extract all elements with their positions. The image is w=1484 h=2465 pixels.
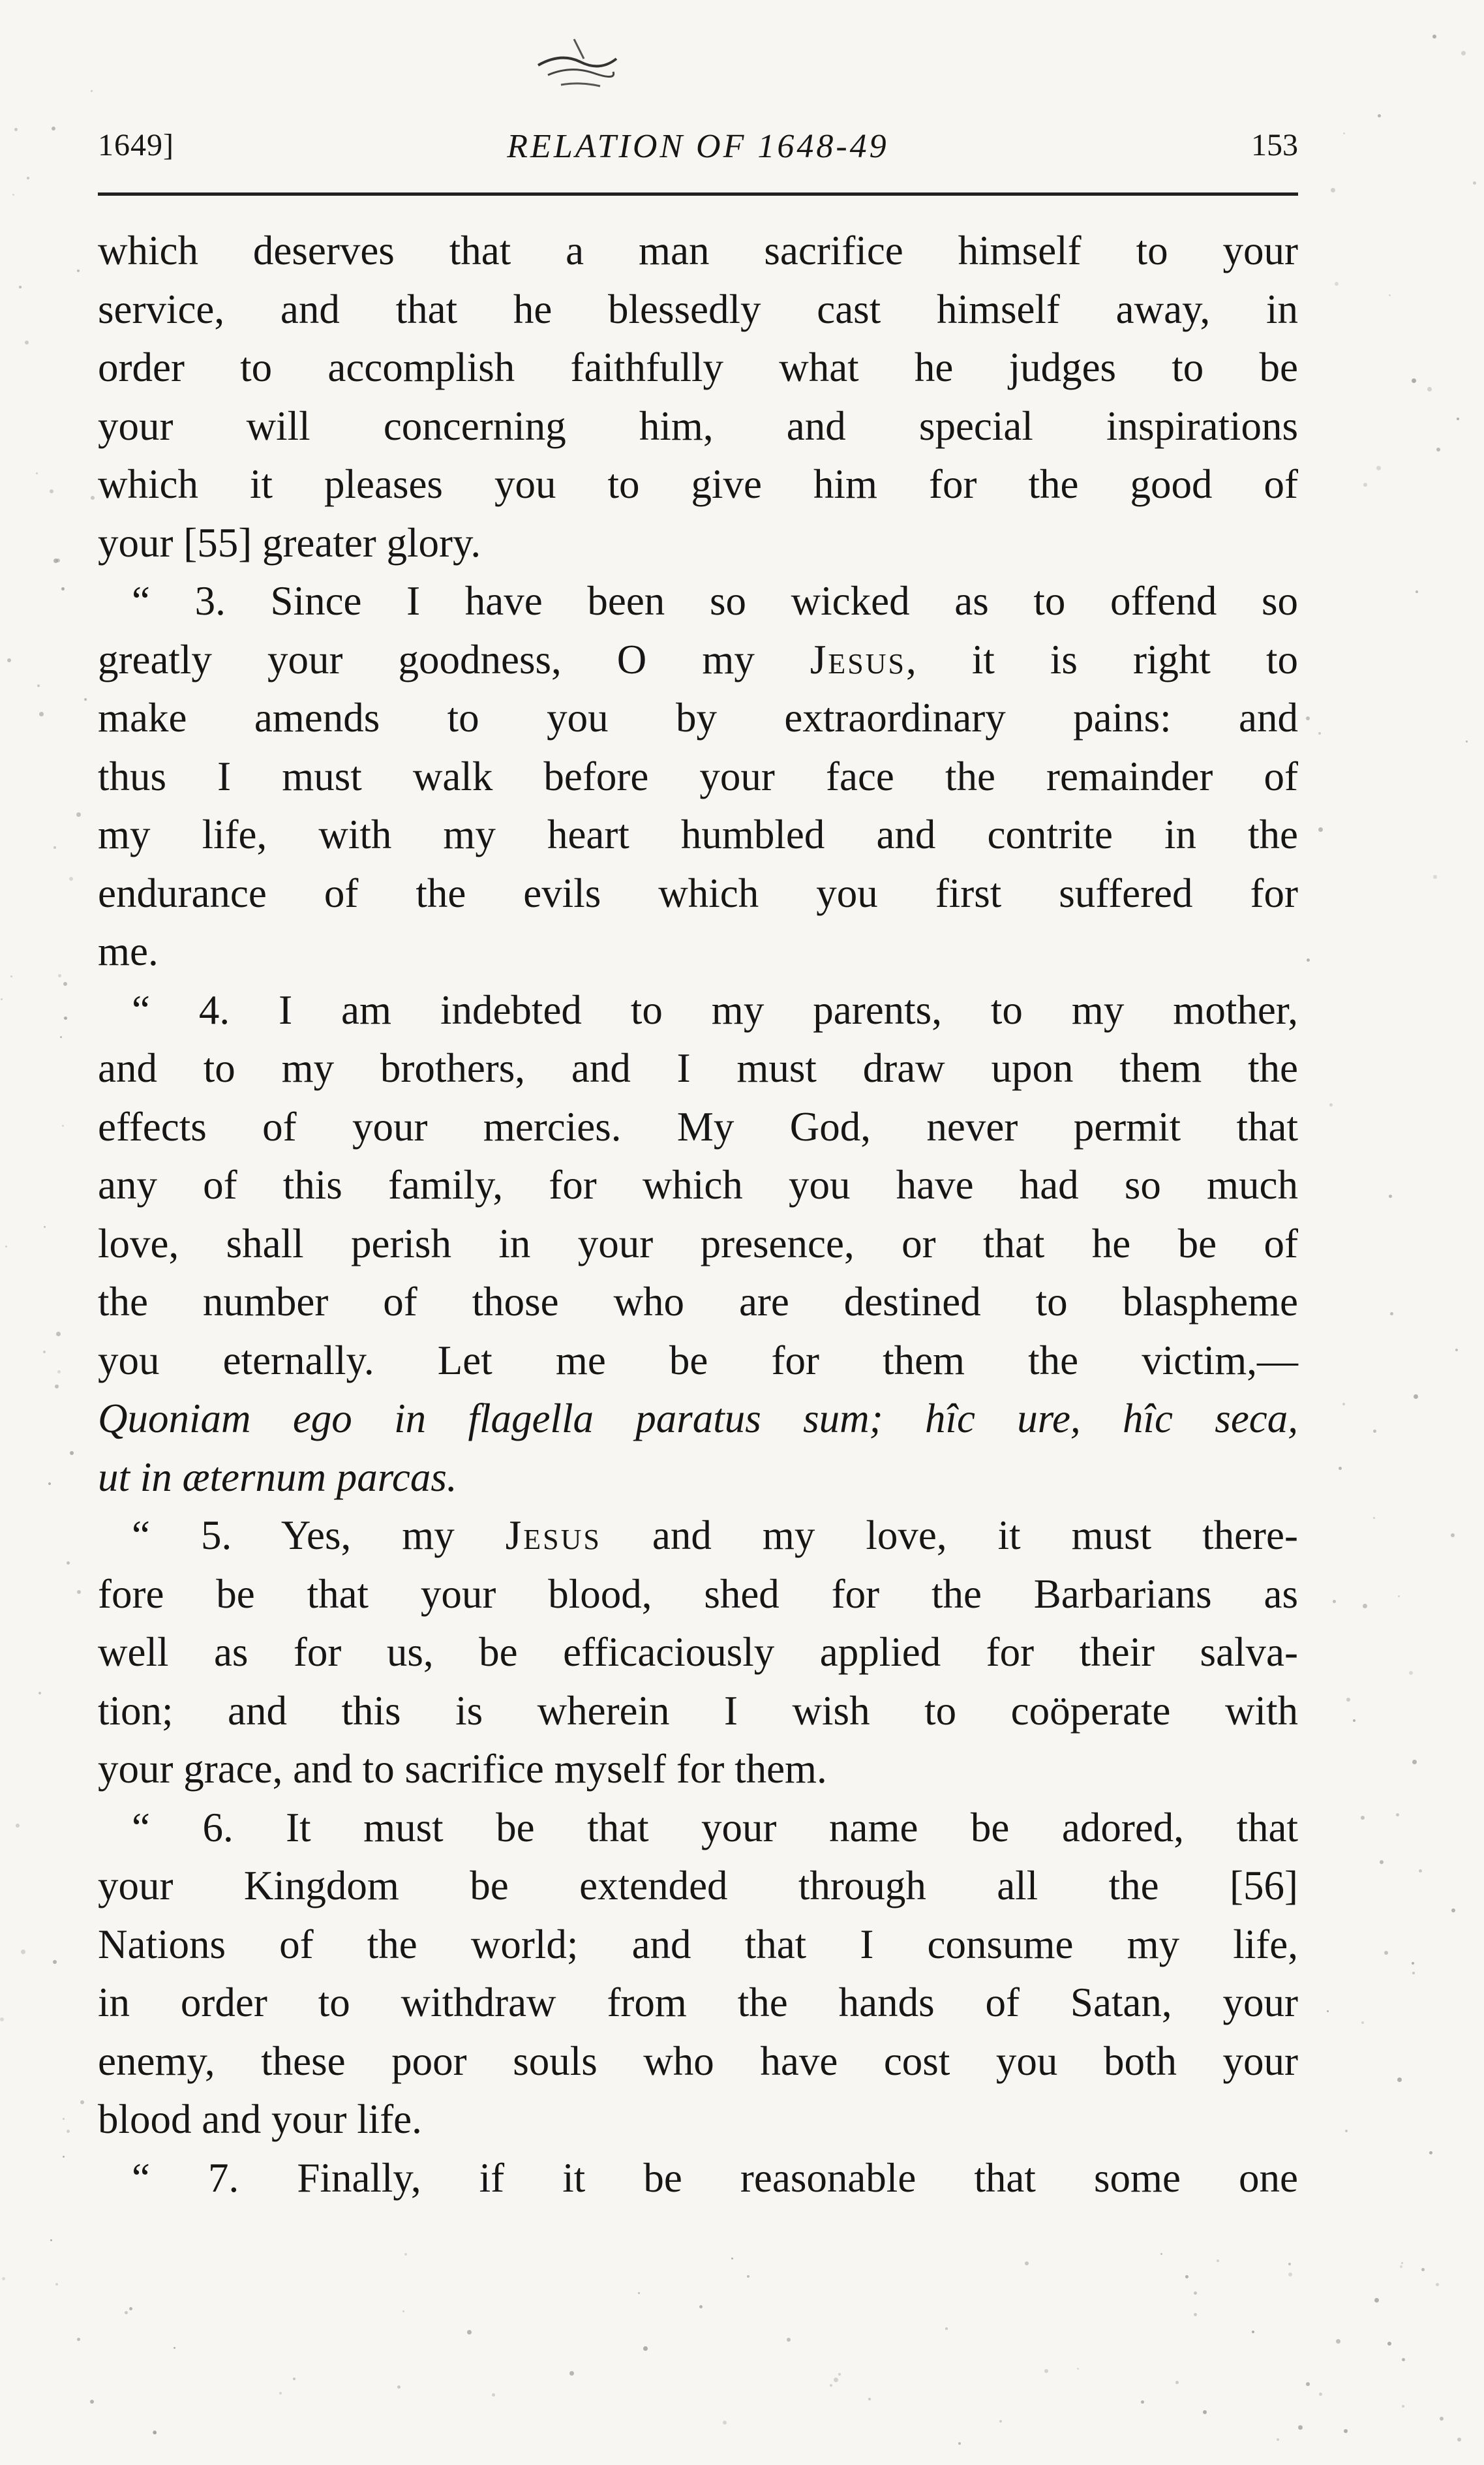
line-text: endurance of the evils which you first suffered for: [98, 870, 1298, 916]
paper-speck: [57, 1370, 61, 1373]
paper-speck: [64, 1017, 67, 1020]
paper-speck: [63, 2156, 65, 2158]
paper-speck: [53, 559, 58, 563]
paper-speck: [1440, 2417, 1444, 2421]
paper-speck: [1361, 1816, 1365, 1820]
paper-speck: [1389, 1195, 1392, 1198]
paper-speck: [1185, 2275, 1189, 2278]
paper-speck: [58, 974, 61, 977]
header-title: RELATION OF 1648-49: [507, 128, 889, 165]
paper-speck: [91, 496, 95, 500]
paper-speck: [70, 1451, 74, 1455]
paper-speck: [1398, 1595, 1400, 1597]
paper-speck: [153, 2431, 157, 2434]
name-smallcaps: Jesus: [810, 636, 907, 682]
paper-speck: [1402, 2358, 1405, 2361]
text-line: [98, 1799, 1298, 1858]
paper-speck: [0, 2017, 4, 2021]
line-text: “ 7. Finally, if it be reasonable that some one: [132, 2154, 1298, 2201]
paper-speck: [21, 1950, 25, 1954]
text-line: [98, 806, 1298, 865]
text-line: [98, 2149, 1298, 2208]
line-text: in order to withdraw from the hands of Satan, your: [98, 1980, 1298, 2025]
paper-speck: [1363, 483, 1367, 487]
paper-speck: [1397, 2077, 1402, 2082]
paper-speck: [25, 341, 29, 344]
ornament-flourish: [535, 26, 620, 98]
text-line: [98, 1390, 1298, 1448]
paper-speck: [129, 2307, 132, 2310]
paper-speck: [1419, 1869, 1422, 1873]
text-line: [98, 2090, 1298, 2149]
paper-speck: [1306, 716, 1310, 720]
paper-speck: [10, 975, 12, 977]
paper-speck: [61, 587, 65, 590]
paper-speck: [7, 658, 11, 662]
text-line: [98, 1273, 1298, 1332]
paper-speck: [1390, 1312, 1393, 1315]
paper-speck: [52, 127, 55, 130]
paper-speck: [1451, 1533, 1455, 1537]
paper-speck: [1077, 2368, 1079, 2370]
line-text: “ 4. I am indebted to my parents, to my mother,: [132, 987, 1298, 1033]
text-line: [98, 1565, 1298, 1624]
paper-speck: [1288, 2263, 1291, 2265]
paper-speck: [91, 90, 93, 92]
paper-speck: [1044, 2369, 1048, 2373]
line-text: “ 3. Since I have been so wicked as to offend so: [132, 578, 1298, 624]
text-line: [98, 397, 1298, 456]
paper-speck: [1333, 1600, 1336, 1603]
text-line: [98, 1682, 1298, 1741]
paper-speck: [36, 472, 38, 474]
line-text: which it pleases you to give him for the good of: [98, 461, 1298, 507]
paper-speck: [43, 1351, 46, 1353]
paper-speck: [1329, 1103, 1333, 1107]
text-line: [98, 572, 1298, 631]
paper-speck: [999, 2420, 1002, 2423]
paper-speck: [39, 712, 44, 716]
paper-speck: [1376, 466, 1381, 470]
paper-speck: [77, 1590, 81, 1594]
paper-speck: [1402, 2405, 1404, 2408]
text-line: [98, 1623, 1298, 1682]
paper-speck: [44, 1226, 46, 1228]
line-text: , it is right to: [906, 636, 1298, 682]
paper-speck: [1414, 1394, 1418, 1399]
paper-speck: [1436, 2283, 1439, 2286]
paper-speck: [12, 194, 14, 196]
paper-speck: [638, 2292, 640, 2294]
paper-speck: [643, 2346, 648, 2351]
paper-speck: [1427, 387, 1432, 391]
paper-speck: [1252, 2331, 1254, 2333]
paper-speck: [293, 2378, 295, 2380]
paper-speck: [1217, 2259, 1219, 2262]
text-line: [98, 689, 1298, 748]
line-text: which deserves that a man sacrifice himself to your: [98, 228, 1298, 273]
paper-speck: [77, 269, 80, 272]
paper-speck: [27, 177, 29, 179]
paper-speck: [1436, 448, 1440, 452]
text-line: [98, 748, 1298, 806]
paper-speck: [76, 812, 81, 817]
paper-speck: [38, 1692, 41, 1694]
paper-speck: [1141, 2400, 1144, 2404]
paper-speck: [1466, 741, 1468, 743]
paper-speck: [1473, 181, 1476, 185]
text-line: [98, 981, 1298, 1040]
paper-speck: [467, 2330, 472, 2335]
paper-speck: [14, 128, 18, 131]
paper-speck: [958, 2442, 961, 2445]
line-text: love, shall perish in your presence, or that he be of: [98, 1220, 1298, 1266]
paper-speck: [1412, 1962, 1414, 1965]
paper-speck: [1203, 2410, 1207, 2414]
text-line: [98, 1098, 1298, 1157]
paper-speck: [1380, 1860, 1384, 1864]
paper-speck: [1378, 114, 1381, 117]
paper-speck: [699, 2305, 703, 2308]
paper-speck: [174, 2347, 175, 2349]
paper-speck: [945, 2327, 948, 2330]
paper-speck: [19, 286, 22, 288]
line-text: any of this family, for which you have had so much: [98, 1162, 1298, 1208]
paper-speck: [1433, 875, 1437, 879]
paper-speck: [1373, 1430, 1376, 1433]
paper-speck: [1461, 51, 1466, 55]
paper-speck: [1363, 1604, 1367, 1608]
header-rule: [98, 192, 1298, 196]
paper-speck: [125, 2311, 128, 2314]
text-line: [98, 1156, 1298, 1215]
text-line: [98, 1507, 1298, 1565]
paper-speck: [56, 559, 60, 562]
paper-speck: [1343, 132, 1345, 134]
paper-speck: [1345, 2130, 1348, 2132]
page-number: 153: [1251, 128, 1298, 162]
line-text: and to my brothers, and I must draw upon them the: [98, 1045, 1298, 1091]
paper-speck: [77, 2338, 80, 2341]
paper-speck: [1432, 35, 1436, 38]
paper-speck: [55, 2283, 58, 2286]
paper-speck: [1318, 732, 1321, 735]
paper-speck: [84, 698, 87, 701]
body-text: [98, 222, 1298, 2207]
paper-speck: [1374, 2298, 1379, 2303]
paper-speck: [53, 846, 56, 849]
paper-speck: [1160, 2253, 1162, 2255]
paper-speck: [1373, 1517, 1375, 1519]
paper-speck: [1457, 418, 1459, 420]
paper-speck: [62, 1125, 64, 1127]
paper-speck: [1339, 1467, 1342, 1470]
paper-speck: [1194, 2291, 1197, 2295]
text-line: [98, 1039, 1298, 1098]
paper-speck: [1400, 2265, 1402, 2268]
paper-speck: [787, 2338, 791, 2342]
paper-speck: [5, 1246, 7, 1248]
paper-speck: [1277, 2438, 1279, 2441]
paper-speck: [1, 998, 3, 1000]
paper-speck: [53, 1960, 57, 1964]
line-text: make amends to you by extraordinary pains: and: [98, 695, 1298, 741]
paper-speck: [1298, 2425, 1303, 2430]
paper-speck: [16, 1824, 20, 1828]
paper-speck: [1451, 1908, 1455, 1912]
line-text: “ 6. It must be that your name be adored, that: [132, 1804, 1298, 1850]
paper-speck: [1344, 2429, 1348, 2433]
paper-speck: [48, 1482, 51, 1485]
text-line: [98, 455, 1298, 514]
line-text: fore be that your blood, shed for the Barbarians as: [98, 1570, 1298, 1617]
paper-speck: [2, 2277, 5, 2280]
text-line: [98, 1857, 1298, 1916]
paper-speck: [63, 2118, 65, 2120]
paper-speck: [868, 2398, 871, 2400]
paper-speck: [1319, 2393, 1322, 2396]
text-line: [98, 1448, 1298, 1507]
text-line: [98, 631, 1298, 690]
paper-speck: [1455, 1349, 1458, 1351]
paper-speck: [1336, 2339, 1340, 2344]
paper-speck: [1457, 2438, 1461, 2442]
text-line: [98, 1332, 1298, 1390]
paper-speck: [37, 684, 40, 687]
line-text: ut in æternum parcas.: [98, 1454, 457, 1500]
line-text: my life, with my heart humbled and contrite in the: [98, 812, 1298, 857]
paper-speck: [67, 2130, 70, 2133]
paper-speck: [1361, 2021, 1364, 2024]
paper-speck: [838, 2373, 841, 2376]
header-year: 1649]: [98, 128, 174, 162]
paper-speck: [569, 2371, 574, 2376]
paper-speck: [1387, 2342, 1391, 2346]
paper-speck: [67, 1561, 70, 1565]
text-line: [98, 1974, 1298, 2032]
paper-speck: [747, 2275, 750, 2278]
paper-speck: [279, 2392, 282, 2395]
paper-speck: [1194, 2313, 1197, 2316]
paper-speck: [1416, 590, 1418, 593]
text-line: [98, 923, 1298, 981]
paper-speck: [1327, 2010, 1329, 2012]
paper-speck: [1318, 827, 1323, 832]
line-text: your Kingdom be extended through all the [56]: [98, 1863, 1298, 1908]
paper-speck: [90, 2400, 94, 2404]
line-text: your [55] greater glory.: [98, 519, 481, 566]
paper-speck: [60, 1036, 62, 1038]
line-text: your grace, and to sacrifice myself for them.: [98, 1746, 827, 1792]
paper-speck: [1175, 2381, 1179, 2384]
text-line: [98, 1740, 1298, 1799]
paper-speck: [1331, 188, 1335, 192]
paper-speck: [1342, 1403, 1345, 1405]
paper-speck: [63, 982, 67, 986]
paper-speck: [1335, 282, 1339, 286]
paper-speck: [1353, 1719, 1355, 1722]
paper-speck: [397, 2385, 401, 2389]
line-text: blood and your life.: [98, 2096, 422, 2142]
line-text: enemy, these poor souls who have cost you both your: [98, 2038, 1298, 2084]
line-text: service, and that he blessedly cast himself away, in: [98, 286, 1298, 332]
paper-speck: [69, 877, 73, 881]
line-text: your will concerning him, and special inspirations: [98, 403, 1298, 449]
name-smallcaps: Jesus: [505, 1512, 601, 1558]
paper-speck: [1412, 378, 1416, 383]
text-line: [98, 222, 1298, 281]
paper-speck: [50, 2239, 52, 2241]
paper-speck: [1346, 1698, 1350, 1702]
text-line: [98, 2032, 1298, 2091]
paper-speck: [1401, 2262, 1403, 2264]
text-line: [98, 339, 1298, 397]
paper-speck: [1429, 2151, 1432, 2154]
paper-speck: [492, 2393, 495, 2396]
running-header: [98, 127, 1298, 173]
paper-speck: [1306, 2382, 1310, 2386]
paper-speck: [1288, 2273, 1292, 2276]
text-line: [98, 514, 1298, 573]
line-text: “ 5. Yes, my: [132, 1512, 506, 1558]
paper-speck: [55, 1385, 59, 1388]
paper-speck: [1307, 958, 1310, 962]
line-text: the number of those who are destined to blaspheme: [98, 1279, 1298, 1324]
paper-speck: [723, 2421, 727, 2425]
paper-speck: [1396, 1813, 1399, 1816]
paper-speck: [1412, 1760, 1417, 1764]
line-text: you eternally. Let me be for them the victim,—: [98, 1337, 1298, 1383]
paper-speck: [1421, 2268, 1425, 2271]
line-text: me.: [98, 928, 159, 974]
paper-speck: [1409, 1671, 1413, 1675]
paper-speck: [1412, 1972, 1415, 1974]
paper-speck: [50, 489, 53, 493]
paper-speck: [834, 2378, 838, 2382]
paper-speck: [1384, 1951, 1388, 1955]
line-text: Nations of the world; and that I consume my life,: [98, 1921, 1298, 1967]
line-text: order to accomplish faithfully what he judges to be: [98, 344, 1298, 390]
paper-speck: [402, 2310, 404, 2312]
line-text: Quoniam ego in flagella paratus sum; hîc ure, hîc seca,: [98, 1396, 1298, 1441]
line-text: effects of your mercies. My God, never permit that: [98, 1103, 1298, 1150]
text-line: [98, 1916, 1298, 1974]
paper-speck: [1025, 2261, 1029, 2265]
text-line: [98, 865, 1298, 923]
paper-speck: [1389, 294, 1391, 296]
paper-speck: [153, 2430, 157, 2434]
line-text: well as for us, be efficaciously applied for their salva-: [98, 1629, 1298, 1675]
line-text: tion; and this is wherein I wish to coöperate with: [98, 1687, 1298, 1734]
paper-speck: [731, 2258, 733, 2259]
line-text: and my love, it must there-: [601, 1512, 1298, 1558]
paper-speck: [404, 2253, 407, 2256]
paper-speck: [56, 1332, 61, 1336]
text-line: [98, 281, 1298, 339]
paper-speck: [80, 2100, 84, 2104]
line-text: greatly your goodness, O my: [98, 636, 810, 682]
paper-speck: [830, 2384, 832, 2387]
text-line: [98, 1215, 1298, 1274]
line-text: thus I must walk before your face the remainder of: [98, 753, 1298, 799]
